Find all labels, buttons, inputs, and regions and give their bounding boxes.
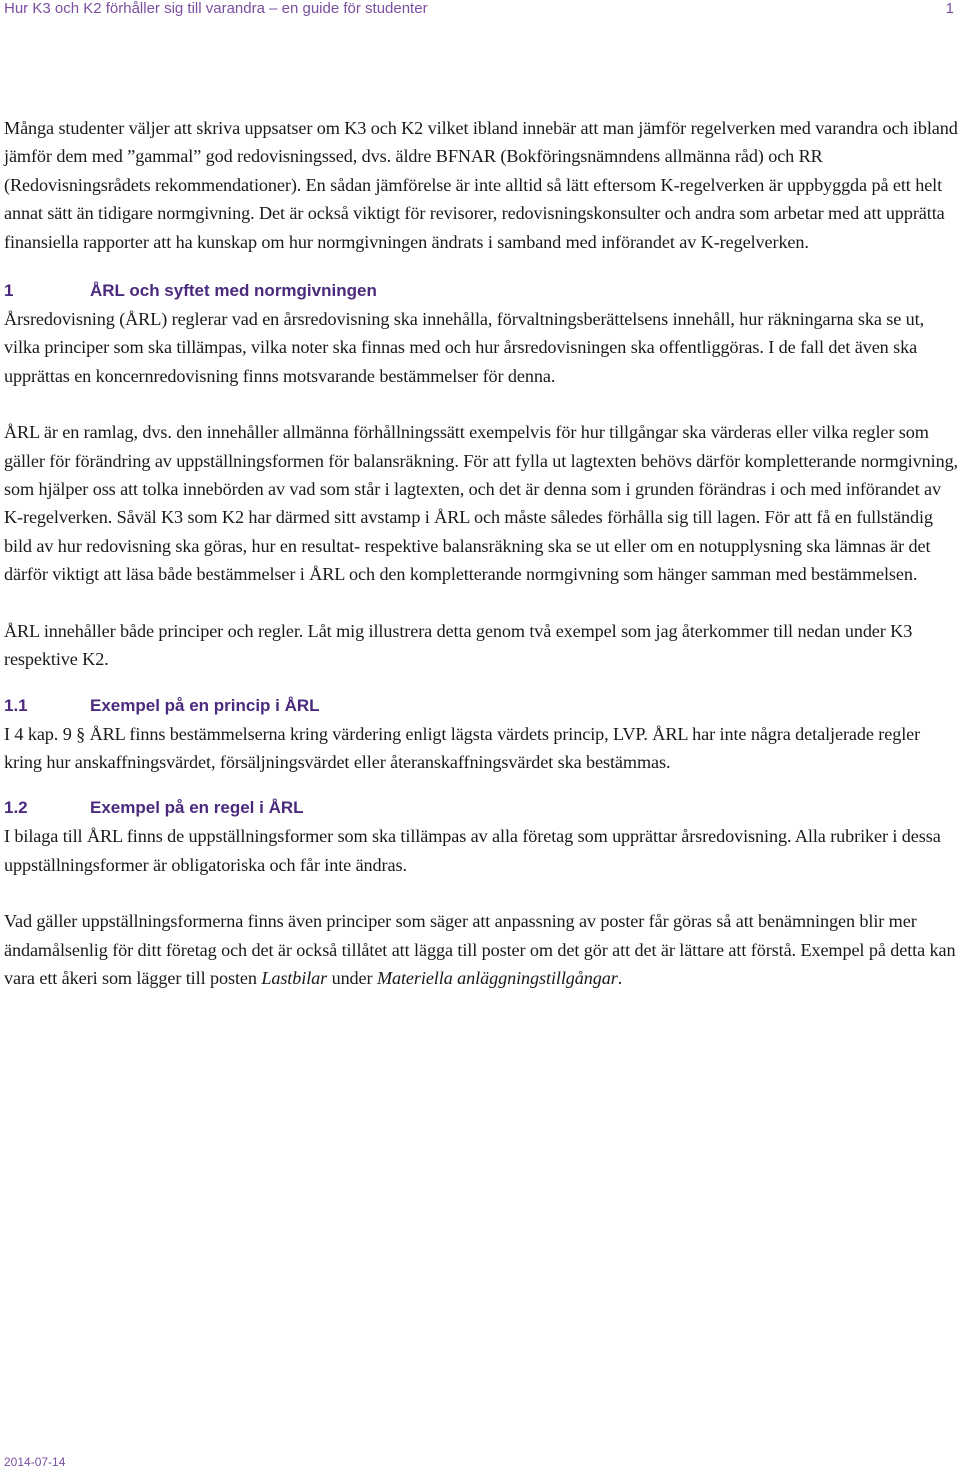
section-heading-1-1 (4, 692, 958, 720)
section1-paragraph-2: ÅRL är en ramlag, dvs. den innehåller allmänna förhållningssätt exempelvis för hur tillgångar ska värderas eller vilka regler som gäller för förändring av uppställningsformen för balansräkning. För att fylla ut lagtexten behövs därför kompletterande normgivning, som hjälper oss att tolka innebörden av vad som står i lagtexten, och det är denna som i grunden förändras i och med införandet av K-regelverken. Såväl K3 som K2 har därmed sitt avstamp i ÅRL och måste således förhålla sig till lagen. För att få en fullständig bild av hur redovisning ska göras, hur en resultat- respektive balansräkning ska se ut eller om en notupplysning ska lämnas är det därför viktigt att läsa både bestämmelser i ÅRL och den kompletterande normgivning som hänger samman med bestämmelsen. (4, 422, 959, 585)
emphasis-lastbilar: Lastbilar (261, 967, 328, 988)
page-footer-date: 2014-07-14 (4, 1455, 66, 1469)
section-number: 1.1 (4, 695, 28, 715)
paragraph-text: . (617, 967, 623, 988)
page-number: 1 (945, 0, 954, 17)
paragraph-text: Vad gäller uppställningsformerna finns även principer som säger att anpassning av poster får göras så att benämningen blir mer ändamålsenlig för ditt företag och det är också tillåtet att lägga till poster om det gör att det är lättare att förstå. Exempel på detta kan vara ett åkeri som lägger till posten (4, 911, 956, 988)
section-title: Exempel på en princip i ÅRL (90, 695, 320, 715)
section-number: 1 (4, 281, 14, 301)
intro-paragraph: Många studenter väljer att skriva uppsatser om K3 och K2 vilket ibland innebär att man jämför regelverken med varandra och ibland jämför dem med ”gammal” god redovisningssed, dvs. äldre BFNAR (Bokföringsnämndens allmänna råd) och RR (Redovisningsrådets rekommendationer). En sådan jämförelse är inte alltid så lätt eftersom K-regelverken är uppbyggda på ett helt annat sätt än tidigare normgivning. Det är också viktigt för revisorer, redovisningskonsulter och andra som arbetar med att upprätta finansiella rapporter att ha kunskap om hur normgivningen ändrats i samband med införandet av K-regelverken. (4, 118, 958, 252)
section-heading-1 (4, 277, 958, 305)
section-title: Exempel på en regel i ÅRL (90, 798, 304, 818)
document-body (4, 114, 958, 992)
section-heading-1-2 (4, 794, 958, 822)
paragraph-text: under (327, 967, 377, 988)
section1-paragraph-3: ÅRL innehåller både principer och regler. Låt mig illustrera detta genom två exempel som jag återkommer till nedan under K3 respektive K2. (4, 620, 913, 670)
document-title: Hur K3 och K2 förhåller sig till varandra – en guide för studenter (4, 0, 428, 17)
page-header (4, 0, 956, 18)
emphasis-materiella: Materiella anläggningstillgångar (376, 967, 618, 988)
section1-1-paragraph: I 4 kap. 9 § ÅRL finns bestämmelserna kring värdering enligt lägsta värdets princip, LVP. ÅRL har inte några detaljerade regler kring hur anskaffningsvärdet, försäljningsvärdet eller återanskaffningsvärdet ska bestämmas. (4, 723, 921, 772)
section1-paragraph-1: Årsredovisning (ÅRL) reglerar vad en årsredovisning ska innehålla, förvaltningsberättelsens innehåll, hur räkningarna ska se ut, vilka principer som ska tillämpas, vilka noter ska finnas med och hur årsredovisningen ska offentliggöras. I de fall det även ska upprättas en koncernredovisning finns motsvarande bestämmelser för denna. (4, 309, 925, 386)
section1-2-paragraph-1: I bilaga till ÅRL finns de uppställningsformer som ska tillämpas av alla företag som upprättar årsredovisning. Alla rubriker i dessa uppställningsformer är obligatoriska och får inte ändras. (4, 826, 941, 875)
section-number: 1.2 (4, 798, 28, 818)
section-title: ÅRL och syftet med normgivningen (90, 281, 377, 301)
section1-2-paragraph-2 (4, 907, 958, 992)
